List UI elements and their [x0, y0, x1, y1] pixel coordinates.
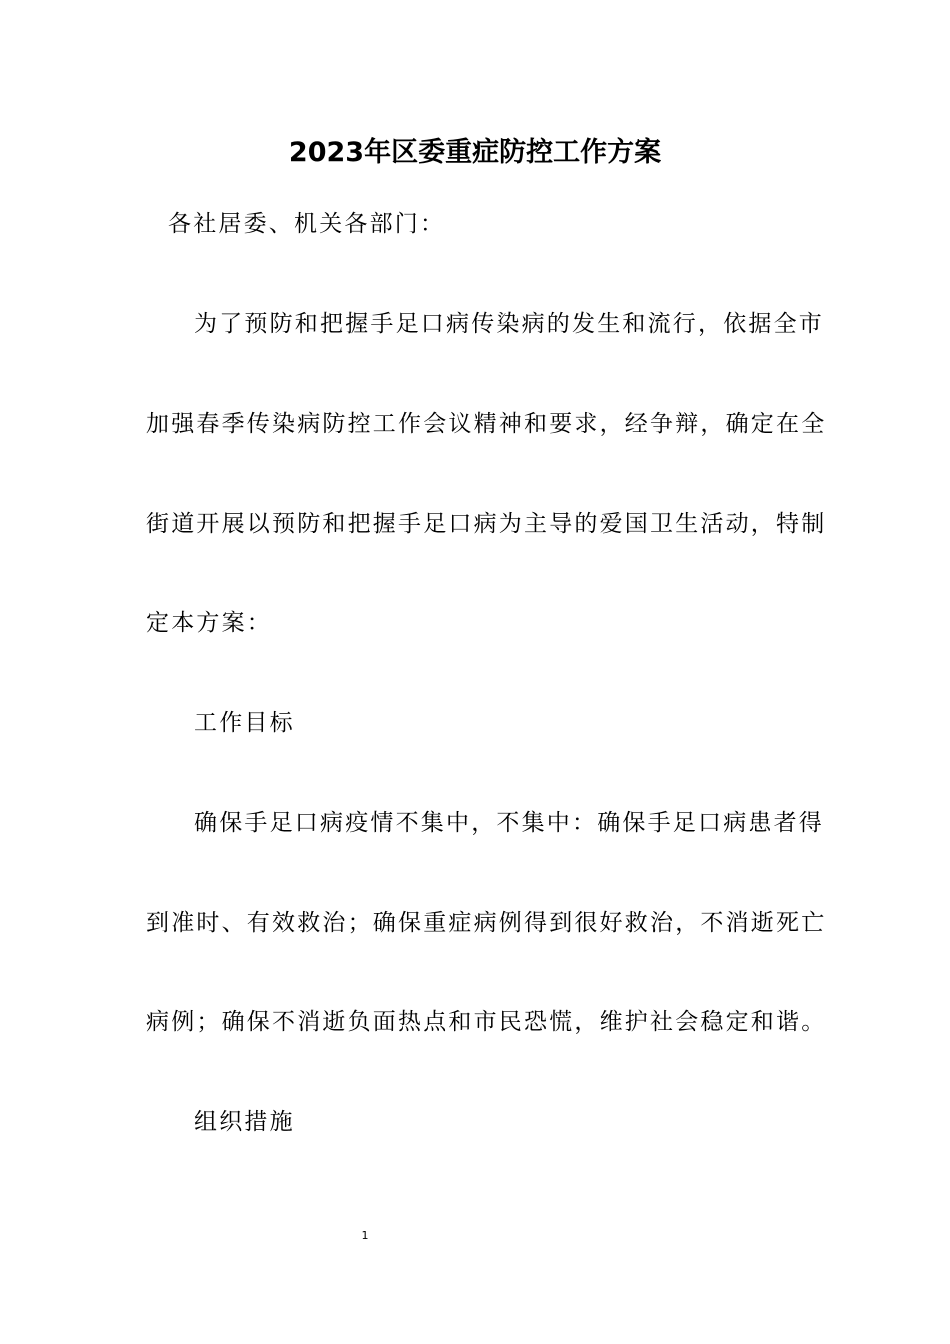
section-heading-organization: 组织措施	[194, 1109, 295, 1135]
paragraph-line: 定本方案：	[146, 610, 272, 636]
document-title: 2023年区委重症防控工作方案	[288, 137, 662, 168]
paragraph-line: 确保手足口病疫情不集中，不集中：确保手足口病患者得	[194, 810, 824, 836]
paragraph-line: 加强春季传染病防控工作会议精神和要求，经争辩，确定在全	[146, 411, 827, 437]
paragraph-line: 为了预防和把握手足口病传染病的发生和流行，依据全市	[194, 311, 824, 337]
paragraph-line: 病例；确保不消逝负面热点和市民恐慌，维护社会稳定和谐。	[146, 1009, 827, 1035]
salutation: 各社居委、机关各部门：	[168, 211, 446, 237]
section-heading-work-goals: 工作目标	[194, 710, 295, 736]
paragraph-line: 到准时、有效救治；确保重症病例得到很好救治，不消逝死亡	[146, 910, 827, 936]
paragraph-line: 街道开展以预防和把握手足口病为主导的爱国卫生活动，特制	[146, 511, 827, 537]
page-number: 1	[361, 1229, 369, 1242]
